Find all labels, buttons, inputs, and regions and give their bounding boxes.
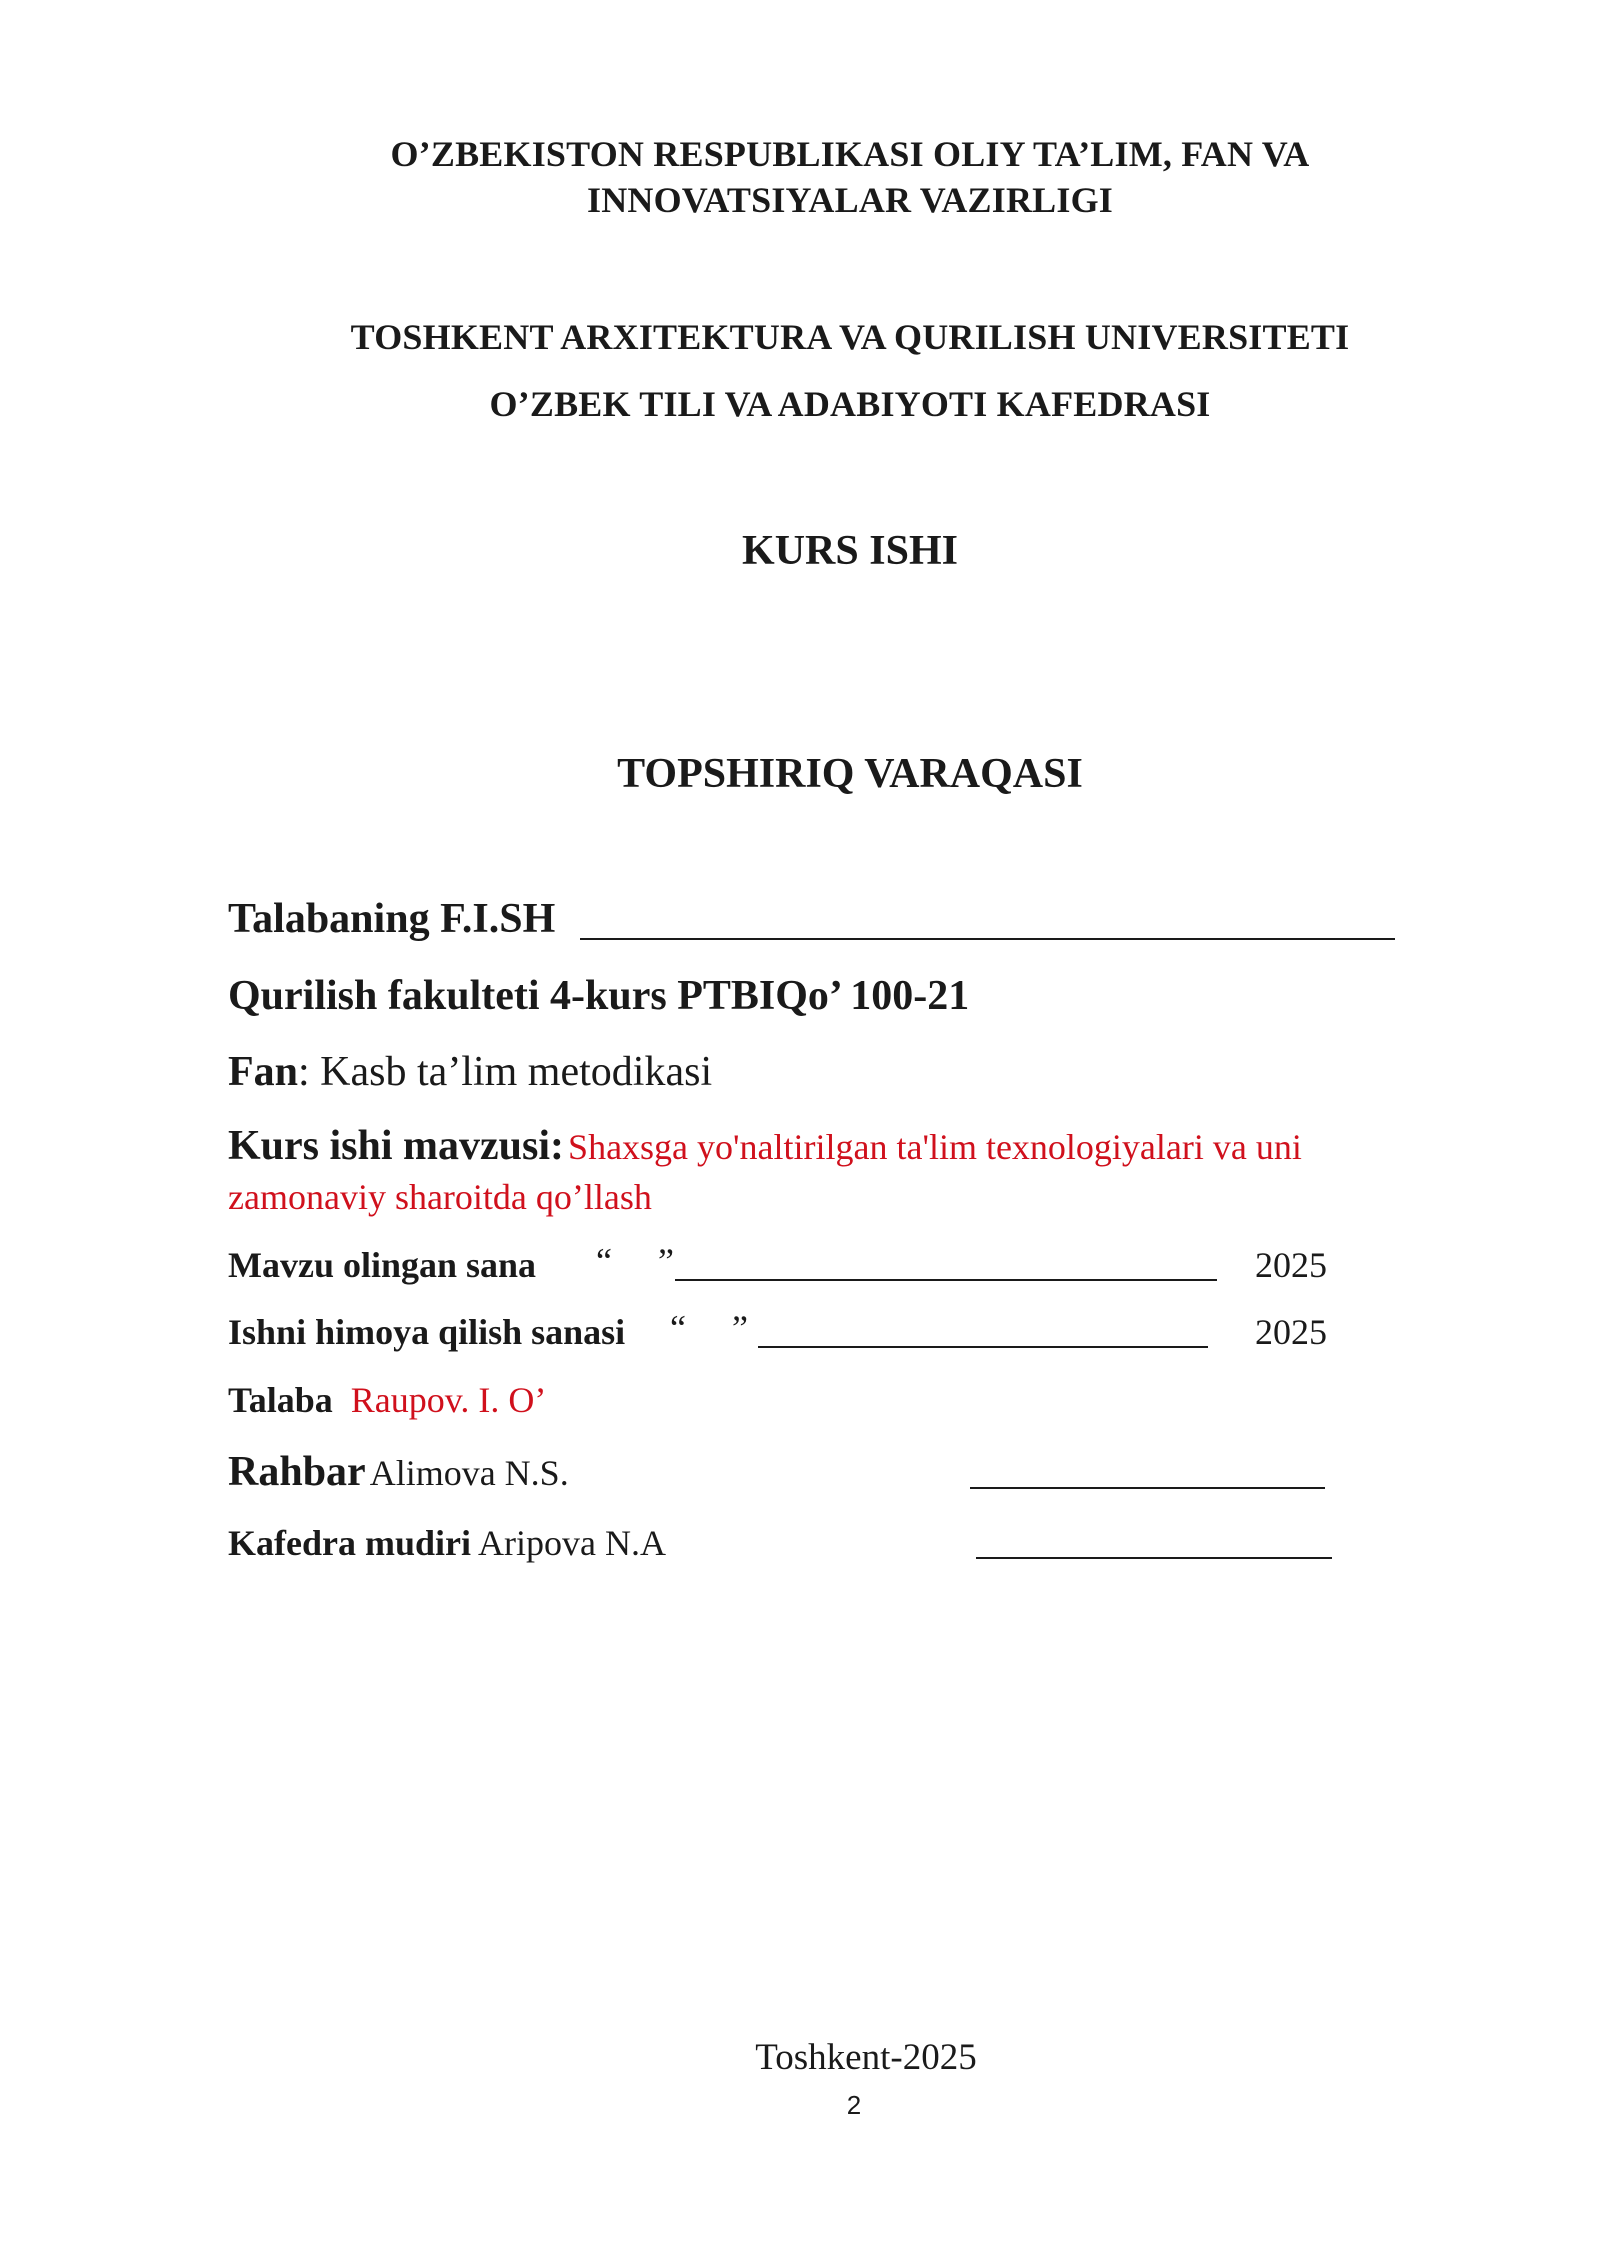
page-number: 2 [846, 2090, 862, 2120]
form-title: TOPSHIRIQ VARAQASI [617, 751, 1083, 797]
university-name: TOSHKENT ARXITEKTURA VA QURILISH UNIVERSITETI [350, 317, 1350, 357]
supervisor-value: Alimova N.S. [369, 1453, 569, 1493]
topic-date-close-quote: ” [658, 1241, 674, 1281]
topic-date-underline [675, 1279, 1217, 1281]
supervisor-label: Rahbar [228, 1449, 366, 1495]
ministry-line-1: O’ZBEKISTON RESPUBLIKASI OLIY TA’LIM, FAN VA [390, 134, 1310, 174]
topic-value-line-2: zamonaviy sharoitda qo’llash [228, 1177, 652, 1217]
defense-date-label: Ishni himoya qilish sanasi [228, 1312, 626, 1352]
topic-date-open-quote: “ [596, 1241, 612, 1281]
student-name-label: Talabaning F.I.SH [228, 896, 556, 942]
department-name: O’ZBEK TILI VA ADABIYOTI KAFEDRASI [489, 384, 1211, 424]
subject-label: Fan [228, 1049, 299, 1095]
defense-date-open-quote: “ [670, 1308, 686, 1348]
student-row [228, 1379, 546, 1421]
student-name-underline [580, 938, 1395, 940]
subject-row [228, 1048, 712, 1096]
ministry-line-2: INNOVATSIYALAR VAZIRLIGI [587, 180, 1113, 220]
document-type: KURS ISHI [742, 528, 958, 574]
defense-date-year: 2025 [1255, 1312, 1327, 1352]
topic-label: Kurs ishi mavzusi: [228, 1123, 565, 1169]
supervisor-row [228, 1448, 569, 1496]
faculty-line: Qurilish fakulteti 4-kurs PTBIQo’ 100-21 [228, 973, 970, 1019]
footer-city-year: Toshkent-2025 [755, 2037, 977, 2078]
head-signature-line [976, 1557, 1332, 1559]
topic-row [228, 1122, 1302, 1170]
topic-date-label: Mavzu olingan sana [228, 1245, 537, 1285]
topic-value-line-1: Shaxsga yo'naltirilgan ta'lim texnologiyalari va uni [568, 1127, 1302, 1167]
topic-date-year: 2025 [1255, 1245, 1327, 1285]
head-label: Kafedra mudiri [228, 1523, 471, 1563]
student-label: Talaba [228, 1380, 333, 1420]
defense-date-underline [758, 1346, 1208, 1348]
student-value: Raupov. I. O’ [350, 1380, 547, 1420]
supervisor-signature-line [970, 1487, 1325, 1489]
subject-value: : Kasb ta’lim metodikasi [298, 1049, 713, 1095]
defense-date-close-quote: ” [732, 1308, 748, 1348]
head-row [228, 1522, 666, 1564]
head-value: Aripova N.A [478, 1523, 666, 1563]
